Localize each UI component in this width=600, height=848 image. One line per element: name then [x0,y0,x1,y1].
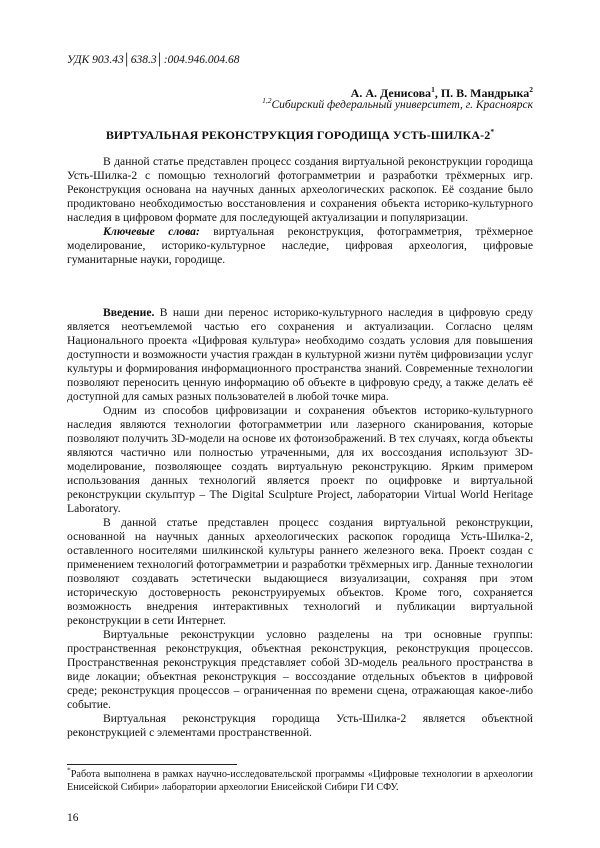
author-1-mark: 1 [431,85,435,94]
keywords-paragraph [67,225,533,267]
footnote-divider [67,764,237,765]
affiliation-line [262,96,533,111]
intro-label: Введение. [103,306,155,319]
author-1: А. А. Денисова [350,86,432,100]
body-paragraph-5: Виртуальная реконструкция городища Усть-Шилка-2 является объектной реконструкцией с элементами пространственной. [67,712,533,739]
footnote-mark: * [67,765,71,775]
keywords-text: виртуальная реконструкция, фотограмметрия, трёхмерное моделирование, историко-культурное наследие, цифровая археология, цифровые гуманитарные науки, городище. [67,225,533,266]
body-section [67,306,533,740]
intro-text: В наши дни перенос историко-культурного наследия в цифровую среду является неотъемлемой частью его сохранения и актуализации. Согласно целям Национального проекта «Цифровая культура» необходимо создать условия для повышения доступности и возможности участия граждан в культурной жизни путём цифровизации услуг культуры и формирования информационного пространства знаний. Современные технологии позволяют переносить ценную информацию об объекте в цифровую среду, а также делать её доступной для самых разных пользователей в любой точке мира. [67,306,533,403]
author-2-mark: 2 [529,85,533,94]
affiliation-text: Сибирский федеральный университет, г. Красноярск [271,99,533,111]
page-number: 16 [67,812,79,824]
keywords-label: Ключевые слова: [103,225,200,238]
body-paragraph-2: Одним из способов цифровизации и сохранения объектов историко-культурного наследия являются технологии фотограмметрии или лазерного сканирования, которые позволяют получить 3D-модели на основе их фотоизображений. В тех случаях, когда объекты являются частично или полностью утраченными, для их воссоздания используют 3D-моделирование, позволяющее создать виртуальную реконструкцию. Ярким примером использования данных технологий является проект по оцифровке и виртуальной реконструкции скульптур – The Digital Sculpture Project, лаборатории Virtual World Heritage Laboratory. [67,404,533,515]
footnote [67,765,533,794]
title-footnote-mark: * [490,127,495,136]
author-2: , П. В. Мандрыка [434,86,530,100]
article-title-text: ВИРТУАЛЬНАЯ РЕКОНСТРУКЦИЯ ГОРОДИЩА УСТЬ-ШИЛКА-2 [105,128,491,142]
affiliation-mark: 1,2 [262,96,272,106]
abstract-paragraph: В данной статье представлен процесс создания виртуальной реконструкции городища Усть-Шилка-2 с помощью технологий фотограмметрии и разработки трёхмерных игр. Реконструкция основана на научных данных археологических раскопок. Её создание было продиктовано необходимостью восстановления и сохранения объекта историко-культурного наследия в цифровом формате для последующей актуализации и популяризации. [67,155,533,224]
body-paragraph-3: В данной статье представлен процесс создания виртуальной реконструкции, основанной на научных данных археологических раскопок городища Усть-Шилка-2, оставленного носителями шилкинской культуры раннего железного века. Проект создан с применением технологий фотограмметрии и разработки трёхмерных игр. Данные технологии позволяют создавать эстетически выдающиеся визуализации, сохраняя при этом историческую достоверность реконструируемых объектов. Кроме того, сохраняется возможность внедрения интерактивных технологий и публикации виртуальной реконструкции в сети Интернет. [67,516,533,627]
udk-code: УДК 903.43│638.3│:004.946.004.68 [67,54,240,66]
intro-paragraph [67,306,533,404]
footnote-text: Работа выполнена в рамках научно-исследовательской программы «Цифровые технологии в археологии Енисейской Сибири» лаборатории археологии Енисейской Сибири ГИ СФУ. [67,769,533,793]
abstract-section [67,155,533,267]
body-paragraph-4: Виртуальные реконструкции условно разделены на три основные группы: пространственная реконструкция, объектная реконструкция, реконструкция процессов. Пространственная реконструкция представляет собой 3D-модель реального пространства в виде локации; объектная реконструкция – воссоздание отдельных объектов в цифровой среде; реконструкция процессов – ограниченная по времени сцена, отражающая какое-либо событие. [67,628,533,711]
article-title [67,128,533,143]
